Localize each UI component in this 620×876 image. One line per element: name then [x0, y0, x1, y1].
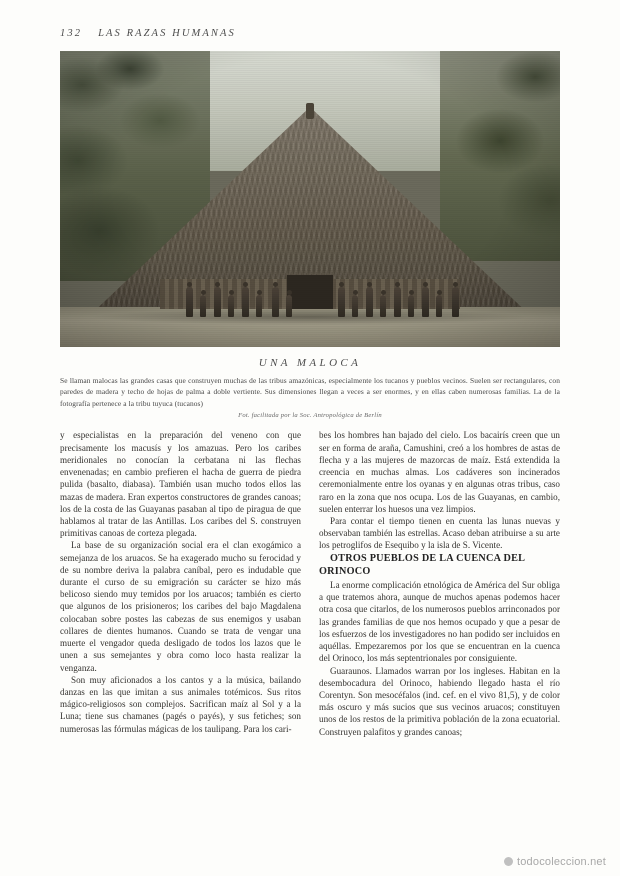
- column-right: [319, 429, 560, 737]
- watermark-dot-icon: [504, 857, 513, 866]
- paragraph: y especialistas en la preparación del veneno con que precisamente los macusís y los amazuas. Pero los caribes meridionales no conocían la cerbatana ni las flechas envenenadas; en cambio prefieren el hacha de guerra de piedra pulida (basalto, diabasa). También usan mucho todos ellos las mazas de madera. Eran expertos constructores de grandes canoas; los de la costa de las Guayanas pasaban al tipo de piragua de que hablamos al tratar de las Antillas. Los caribes del S. construyen primitivas canoas de corteza plegada.: [60, 430, 301, 539]
- paragraph: Guaraunos. Llamados warran por los ingleses. Habitan en la desembocadura del Orinoco, habiendo llegado hasta el río Corentyn. Son mesocéfalos (ind. cef. en el vivo 81,5), y de color más oscuro y más sucios que sus vecinos aruacos; constituyen unos de los restos de la primitiva población de la zona ecuatorial. Construyen palafitos y grandes canoas;: [319, 665, 560, 737]
- plate-credit: Fot. facilitada por la Soc. Antropológica de Berlín: [238, 412, 382, 420]
- photograph-maloca: [60, 51, 560, 347]
- paragraph: La base de su organización social era el clan exogámico a semejanza de los aruacos. Se ha exagerado mucho su ferocidad y de su nombre deriva la palabra caníbal, pero es indudable que durante el curso de su emigración su carácter se hizo más belicoso siendo muy temidos por los aruacos; también es cierto que algunos de los prisioneros; los caribes del bajo Magdalena colocaban sobre postes las cabezas de sus enemigos y usaban collares de dientes humanos. Cuando se trata de vengar una muerte el vengador queda desligado de todos los lazos que le unen a sus semejantes y obra como loco hasta realizar la venganza.: [60, 540, 301, 673]
- photo-roof-ridge: [306, 103, 314, 119]
- plate-caption: Se llaman malocas las grandes casas que construyen muchas de las tribus amazónicas, especialmente los tucanos y pueblos vecinos. Suelen ser rectangulares, con paredes de madera y techo de hojas de palma a doble vertiente. Sus dimensiones llegan a veces a ser enormes, y en ellas caben numerosas familias. La de la fotografía pertenece a la tribu tuyuca (tucanos): [60, 376, 560, 408]
- paragraph: Para contar el tiempo tienen en cuenta las lunas nuevas y observaban también las estrellas. Acaso deban atribuirse a su arte los petroglifos de Esequibo y la isla de S. Vicente.: [319, 515, 560, 551]
- photo-people-group: [60, 271, 560, 317]
- paragraph: bes los hombres han bajado del cielo. Los bacairís creen que un ser en forma de araña, Camushini, creó a los hombres de astas de flecha y a las mujeres de mazorcas de maíz. Está extendida la creencia en muchas almas. Los cadáveres son incinerados ceremonialmente entre los oyanas y en algunas otras tribus, caso raro en la zona que nos ocupa. Los de las Guayanas, en cambio, suelen enterrar los huesos una vez limpios.: [319, 430, 560, 514]
- paragraph: Son muy aficionados a los cantos y a la música, bailando danzas en las que imitan a sus animales totémicos. Sus ritos mágico-religiosos son complejos. Sacrifican maíz al Sol y a la Luna; tiene sus chamanes (pagés o payés), y sus fetiches; son numerosas las fórmulas mágicas de los taulipang. Para los cari-: [60, 674, 301, 734]
- watermark: [504, 856, 606, 868]
- column-left: [60, 429, 301, 737]
- plate-title: UNA MALOCA: [258, 357, 362, 369]
- folio-number: 132: [60, 28, 83, 39]
- running-head-title: LAS RAZAS HUMANAS: [98, 28, 236, 39]
- running-head: [60, 28, 560, 39]
- body-columns: [60, 429, 560, 737]
- watermark-label: todocoleccion.net: [516, 856, 606, 868]
- page-content: [60, 28, 560, 738]
- section-heading: OTROS PUEBLOS DE LA CUENCA DEL ORINOCO: [319, 552, 525, 578]
- paragraph: La enorme complicación etnológica de América del Sur obliga a que tratemos ahora, aunque de muchos apenas podemos hacer otra cosa que citarlos, de los numerosos pueblos arrinconados por las grandes familias de que nos hemos ocupado y que a pesar de los esfuerzos de los investigadores no han podido ser incluidos en aquéllas. Empezaremos por los que se encuentran en la cuenca del Orinoco, los más septentrionales por consiguiente.: [319, 580, 560, 664]
